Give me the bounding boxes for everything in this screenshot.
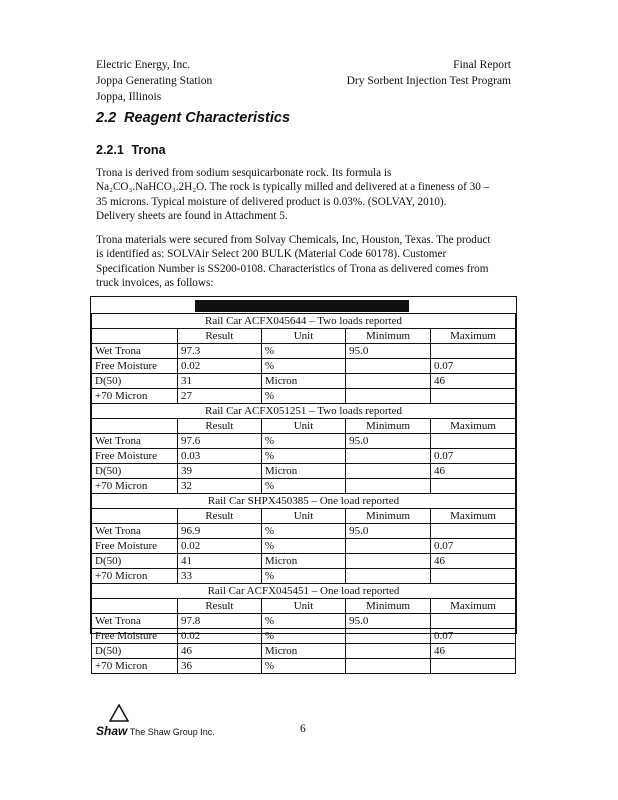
table-cell: 0.03 — [177, 449, 261, 464]
table-cell: % — [261, 539, 345, 554]
table-cell: 46 — [430, 554, 515, 569]
column-header: Maximum — [430, 599, 515, 614]
table-cell — [346, 554, 431, 569]
column-header: Result — [177, 509, 261, 524]
table-cell — [346, 659, 431, 674]
table-row — [92, 569, 516, 584]
table-cell: 0.02 — [177, 539, 261, 554]
row-label: D(50) — [92, 554, 178, 569]
row-label: D(50) — [92, 644, 178, 659]
railcar-caption: Rail Car ACFX045451 – One load reported — [92, 584, 516, 599]
table-row — [92, 359, 516, 374]
table-cell: % — [261, 569, 345, 584]
table-cell: Micron — [261, 644, 345, 659]
row-label: +70 Micron — [92, 479, 178, 494]
table-row — [92, 374, 516, 389]
row-label: D(50) — [92, 374, 178, 389]
table-cell: 46 — [430, 374, 515, 389]
table-cell — [346, 374, 431, 389]
table-cell: Micron — [261, 374, 345, 389]
table-cell — [346, 449, 431, 464]
table-cell — [430, 614, 515, 629]
table-row — [92, 524, 516, 539]
paragraph-line: Trona is derived from sodium sesquicarbonate rock. Its formula is — [96, 167, 392, 179]
table-cell: % — [261, 344, 345, 359]
table-cell: 96.9 — [177, 524, 261, 539]
table-cell: 0.07 — [430, 359, 515, 374]
row-label: D(50) — [92, 464, 178, 479]
railcar-caption: Rail Car SHPX450385 – One load reported — [92, 494, 516, 509]
table-cell: 39 — [177, 464, 261, 479]
table-row — [92, 659, 516, 674]
table-row — [92, 644, 516, 659]
column-header: Result — [177, 329, 261, 344]
table-cell: 0.02 — [177, 629, 261, 644]
row-label: Free Moisture — [92, 359, 178, 374]
shaw-logo — [96, 704, 216, 744]
table-cell: % — [261, 359, 345, 374]
table-cell: 97.8 — [177, 614, 261, 629]
table-cell: % — [261, 434, 345, 449]
table-cell: 0.07 — [430, 449, 515, 464]
table-cell: % — [261, 659, 345, 674]
logo-tagline: The Shaw Group Inc. — [129, 727, 215, 737]
header-program: Dry Sorbent Injection Test Program — [346, 75, 511, 87]
table-cell — [346, 629, 431, 644]
row-label: Wet Trona — [92, 344, 178, 359]
table-cell: 95.0 — [346, 344, 431, 359]
table-cell: % — [261, 479, 345, 494]
railcar-caption-row — [92, 494, 516, 509]
table-row — [92, 464, 516, 479]
column-header: Unit — [261, 329, 345, 344]
column-header-row — [92, 509, 516, 524]
table-cell: 95.0 — [346, 614, 431, 629]
trona-data-table — [91, 313, 516, 674]
row-label: +70 Micron — [92, 569, 178, 584]
table-cell — [346, 359, 431, 374]
railcar-caption-row — [92, 314, 516, 329]
trona-characteristics-table — [90, 296, 517, 672]
column-header-row — [92, 419, 516, 434]
row-label: Wet Trona — [92, 524, 178, 539]
table-cell: 33 — [177, 569, 261, 584]
table-cell: Micron — [261, 554, 345, 569]
table-cell — [430, 389, 515, 404]
table-cell — [430, 659, 515, 674]
header-right — [347, 57, 511, 89]
column-header: Minimum — [346, 419, 431, 434]
table-cell — [430, 479, 515, 494]
railcar-caption: Rail Car ACFX045644 – Two loads reported — [92, 314, 516, 329]
column-header: Minimum — [346, 509, 431, 524]
table-cell: 46 — [177, 644, 261, 659]
row-label: Free Moisture — [92, 539, 178, 554]
section-heading — [96, 110, 290, 126]
railcar-caption-row — [92, 584, 516, 599]
column-header: Result — [177, 419, 261, 434]
redacted-table-title — [195, 300, 409, 312]
row-label: Free Moisture — [92, 449, 178, 464]
table-body — [92, 314, 516, 674]
table-cell: 95.0 — [346, 434, 431, 449]
table-cell — [430, 434, 515, 449]
table-cell — [346, 389, 431, 404]
table-cell: 0.02 — [177, 359, 261, 374]
table-row — [92, 449, 516, 464]
header-station: Joppa Generating Station — [96, 75, 213, 87]
table-cell — [430, 524, 515, 539]
table-row — [92, 479, 516, 494]
header-blank-cell — [92, 599, 178, 614]
railcar-caption-row — [92, 404, 516, 419]
header-report-type: Final Report — [453, 59, 511, 71]
subsection-heading — [96, 143, 166, 157]
table-row — [92, 389, 516, 404]
header-blank-cell — [92, 509, 178, 524]
table-cell: 97.6 — [177, 434, 261, 449]
table-row — [92, 629, 516, 644]
paragraph-line: 35 microns. Typical moisture of delivered product is 0.03%. (SOLVAY, 2010). — [96, 195, 447, 208]
column-header: Maximum — [430, 509, 515, 524]
paragraph-line: Specification Number is SS200-0108. Characteristics of Trona as delivered comes from — [96, 262, 489, 275]
row-label: Wet Trona — [92, 434, 178, 449]
table-cell — [346, 479, 431, 494]
logo-name: Shaw — [96, 724, 128, 738]
header-company: Electric Energy, Inc. — [96, 59, 191, 71]
header-location: Joppa, Illinois — [96, 91, 162, 103]
table-cell: % — [261, 449, 345, 464]
paragraph-line: Na₂CO₃.NaHCO₃.2H₂O. The rock is typically milled and delivered at a fineness of 30 – — [96, 181, 490, 194]
table-cell — [346, 644, 431, 659]
table-cell: 0.07 — [430, 539, 515, 554]
section-title: Reagent Characteristics — [124, 110, 291, 126]
column-header-row — [92, 599, 516, 614]
table-cell: 46 — [430, 464, 515, 479]
row-label: +70 Micron — [92, 659, 178, 674]
table-row — [92, 614, 516, 629]
row-label: Wet Trona — [92, 614, 178, 629]
row-label: +70 Micron — [92, 389, 178, 404]
paragraph-line: truck invoices, as follows: — [96, 277, 214, 290]
paragraph-line: Trona materials were secured from Solvay Chemicals, Inc, Houston, Texas. The product — [96, 234, 491, 246]
page-number: 6 — [300, 723, 306, 735]
table-cell: % — [261, 389, 345, 404]
column-header: Unit — [261, 419, 345, 434]
table-cell: % — [261, 614, 345, 629]
table-row — [92, 554, 516, 569]
table-cell: 36 — [177, 659, 261, 674]
table-cell: 97.3 — [177, 344, 261, 359]
paragraph-line: is identified as: SOLVAir Select 200 BULK (Material Code 60178). Customer — [96, 248, 447, 261]
header-blank-cell — [92, 329, 178, 344]
column-header: Result — [177, 599, 261, 614]
table-cell — [346, 539, 431, 554]
table-cell: 27 — [177, 389, 261, 404]
table-cell: 31 — [177, 374, 261, 389]
section-number: 2.2 — [96, 110, 117, 126]
table-cell — [346, 569, 431, 584]
table-cell: % — [261, 629, 345, 644]
table-cell: 32 — [177, 479, 261, 494]
table-cell: 0.07 — [430, 629, 515, 644]
column-header-row — [92, 329, 516, 344]
table-cell: 95.0 — [346, 524, 431, 539]
column-header: Maximum — [430, 329, 515, 344]
paragraph-trona-description — [96, 166, 514, 224]
logo-text — [96, 724, 215, 738]
row-label: Free Moisture — [92, 629, 178, 644]
table-cell: 46 — [430, 644, 515, 659]
column-header: Minimum — [346, 599, 431, 614]
column-header: Unit — [261, 509, 345, 524]
header-blank-cell — [92, 419, 178, 434]
table-cell — [346, 464, 431, 479]
column-header: Unit — [261, 599, 345, 614]
subsection-number: 2.2.1 — [96, 143, 124, 157]
table-cell: % — [261, 524, 345, 539]
table-cell: Micron — [261, 464, 345, 479]
shaw-triangle-icon — [109, 704, 129, 722]
header-left — [96, 57, 212, 105]
railcar-caption: Rail Car ACFX051251 – Two loads reported — [92, 404, 516, 419]
column-header: Minimum — [346, 329, 431, 344]
table-row — [92, 344, 516, 359]
table-row — [92, 539, 516, 554]
paragraph-trona-source — [96, 233, 514, 291]
table-cell: 41 — [177, 554, 261, 569]
subsection-title: Trona — [131, 143, 166, 157]
table-row — [92, 434, 516, 449]
table-cell — [430, 344, 515, 359]
table-cell — [430, 569, 515, 584]
paragraph-line: Delivery sheets are found in Attachment 5. — [96, 210, 288, 223]
column-header: Maximum — [430, 419, 515, 434]
